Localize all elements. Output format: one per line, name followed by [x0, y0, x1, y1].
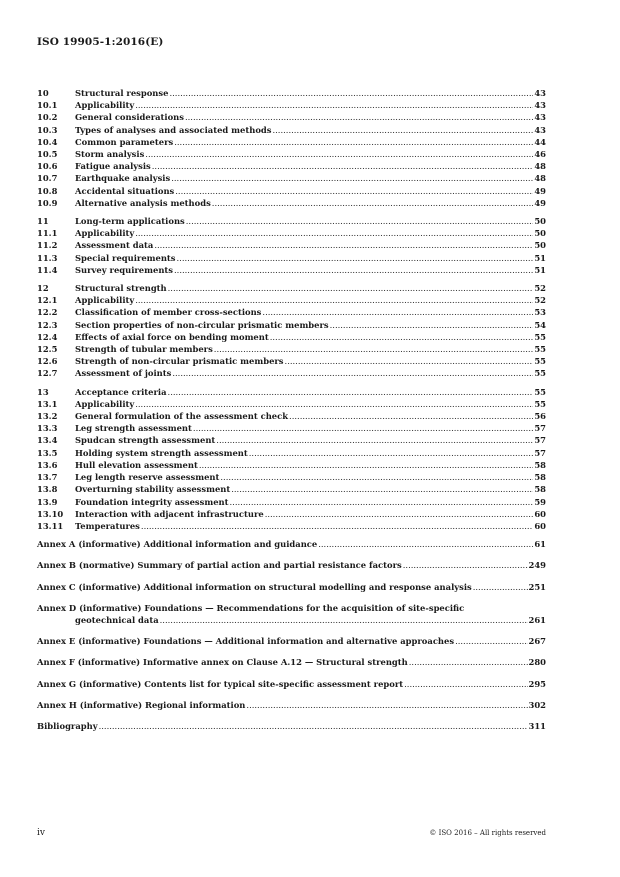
- toc-group: [37, 215, 546, 276]
- toc-entry[interactable]: [37, 422, 546, 434]
- toc-entry-title: Strength of tubular members: [75, 344, 213, 355]
- toc-entry[interactable]: [37, 172, 546, 184]
- toc-entry-title: Bibliography: [37, 720, 98, 731]
- toc-entry-number: 13.10: [37, 508, 64, 519]
- toc-entry-title: Annex D (informative) Foundations — Recommendations for the acquisition of site-specific: [37, 602, 465, 613]
- toc-entry-number: 12.6: [37, 356, 58, 367]
- toc-entry-title: Earthquake analysis: [75, 173, 171, 184]
- dot-leader: [289, 410, 533, 422]
- toc-entry-page: 50: [534, 228, 546, 239]
- toc-entry[interactable]: [37, 87, 546, 99]
- toc-entry[interactable]: [37, 520, 546, 532]
- toc-entry-page: 54: [534, 319, 546, 330]
- toc-entry[interactable]: [37, 471, 546, 483]
- dot-leader: [169, 87, 533, 99]
- dot-leader: [199, 459, 534, 471]
- toc-entry-title: Spudcan strength assessment: [75, 435, 216, 446]
- toc-entry-title: Interaction with adjacent infrastructure: [75, 508, 264, 519]
- toc-entry-title: Annex A (informative) Additional information and guidance: [37, 539, 318, 550]
- toc-entry-number: 11.3: [37, 252, 58, 263]
- dot-leader: [249, 447, 534, 459]
- dot-leader: [265, 508, 534, 520]
- dot-leader: [145, 148, 533, 160]
- toc-entry-title: Common parameters: [75, 136, 174, 147]
- toc-entry[interactable]: [37, 331, 546, 343]
- toc-entry-title: Structural response: [75, 88, 169, 98]
- toc-entry-page: 55: [534, 344, 546, 355]
- toc-entry-title: Annex H (informative) Regional information: [37, 699, 246, 710]
- dot-leader: [141, 520, 533, 532]
- toc-entry-title: Hull elevation assessment: [75, 459, 198, 470]
- dot-leader: [230, 496, 534, 508]
- toc-entry-number: 13.5: [37, 447, 58, 458]
- toc-entry-number: 13: [37, 386, 49, 397]
- toc-entry-number: 11.2: [37, 240, 58, 251]
- dot-leader: [285, 355, 534, 367]
- dot-leader: [185, 111, 533, 123]
- toc-entry-title: Types of analyses and associated methods: [75, 124, 272, 135]
- toc-entry-page: 55: [534, 331, 546, 342]
- toc-annex-entry[interactable]: [37, 635, 546, 647]
- dot-leader: [186, 215, 534, 227]
- toc-entry-number: 11.4: [37, 264, 58, 275]
- dot-leader: [246, 699, 527, 711]
- toc-entry-page: 302: [528, 699, 546, 710]
- toc-entry-number: 13.8: [37, 484, 58, 495]
- toc-entry[interactable]: [37, 148, 546, 160]
- toc-entry[interactable]: [37, 459, 546, 471]
- dot-leader: [270, 331, 534, 343]
- toc-entry[interactable]: [37, 136, 546, 148]
- page-number: iv: [37, 828, 45, 838]
- toc-entry-title: Section properties of non-circular prismatic members: [75, 319, 329, 330]
- toc-entry-title: Classification of member cross-sections: [75, 307, 262, 318]
- dot-leader: [220, 471, 533, 483]
- toc-entry-title: Overturning stability assessment: [75, 484, 231, 495]
- toc-entry-number: 13.11: [37, 520, 64, 531]
- toc-entry-number: 12.3: [37, 319, 58, 330]
- toc-entry-page: 267: [528, 636, 546, 647]
- toc-entry-page: 58: [534, 484, 546, 495]
- toc-entry-page: 59: [534, 496, 546, 507]
- dot-leader: [171, 172, 533, 184]
- dot-leader: [135, 294, 533, 306]
- toc-entry-number: 13.1: [37, 398, 58, 409]
- toc-group: [37, 87, 546, 209]
- toc-entry-title: Survey requirements: [75, 264, 173, 275]
- toc-entry-title: Leg length reserve assessment: [75, 472, 220, 483]
- toc-entry-number: 13.9: [37, 496, 58, 507]
- toc-entry-title: General considerations: [75, 112, 184, 123]
- toc-entry-title: Applicability: [75, 398, 135, 409]
- toc-entry-page: 56: [534, 411, 546, 422]
- toc-entry-number: 11: [37, 216, 49, 227]
- toc-entry-title: Applicability: [75, 100, 135, 111]
- toc-entry-number: 13.3: [37, 423, 58, 434]
- toc-entry-number: 10.9: [37, 197, 58, 208]
- toc-entry-number: 12.5: [37, 344, 58, 355]
- dot-leader: [214, 343, 534, 355]
- toc-entry-page: 49: [534, 197, 546, 208]
- toc-entry-title: General formulation of the assessment check: [75, 411, 289, 422]
- toc-entry-title: Fatigue analysis: [75, 161, 151, 172]
- toc-entry-number: 13.6: [37, 459, 58, 470]
- toc-entry[interactable]: [37, 343, 546, 355]
- toc-entry-title: Leg strength assessment: [75, 423, 192, 434]
- toc-entry-title-continued: geotechnical data: [75, 614, 159, 625]
- toc-entry-title: Annex F (informative) Informative annex on Clause A.12 — Structural strength: [37, 657, 408, 668]
- dot-leader: [473, 581, 528, 593]
- toc-entry-title: Acceptance criteria: [75, 386, 167, 397]
- toc-entry-page: 43: [534, 124, 546, 135]
- toc-entry-title: Annex G (informative) Contents list for typical site-specific assessment report: [37, 678, 404, 689]
- toc-group: [37, 282, 546, 380]
- toc-entry[interactable]: [37, 197, 546, 209]
- toc-entry-number: 10.7: [37, 173, 58, 184]
- toc-entry-number: 10: [37, 88, 49, 98]
- dot-leader: [318, 538, 533, 550]
- toc-entry[interactable]: [37, 483, 546, 495]
- toc-entry-page: 52: [534, 295, 546, 306]
- toc-entry-page: 60: [534, 520, 546, 531]
- toc-entry[interactable]: [37, 185, 546, 197]
- toc-entry-page: 49: [534, 185, 546, 196]
- toc-entry-title: Holding system strength assessment: [75, 447, 248, 458]
- toc-entry-title: Assessment data: [75, 240, 154, 251]
- toc-entry-title: Special requirements: [75, 252, 176, 263]
- toc-annex-entry[interactable]: [37, 581, 546, 593]
- toc-entry[interactable]: [37, 319, 546, 331]
- toc-entry-page: 48: [534, 173, 546, 184]
- dot-leader: [272, 124, 533, 136]
- toc-entry-title: Foundation integrity assessment: [75, 496, 229, 507]
- toc-entry[interactable]: [37, 252, 546, 264]
- toc-entry-page: 48: [534, 161, 546, 172]
- toc-entry-page: 50: [534, 216, 546, 227]
- dot-leader: [135, 398, 533, 410]
- dot-leader: [154, 239, 533, 251]
- toc-entry-page: 249: [528, 560, 546, 571]
- toc-entry-number: 10.4: [37, 136, 58, 147]
- toc-entry[interactable]: [37, 282, 546, 294]
- dot-leader: [175, 185, 533, 197]
- document-id-header: ISO 19905-1:2016(E): [37, 36, 164, 48]
- toc-entry-number: 12: [37, 283, 49, 294]
- toc-bibliography-entry[interactable]: [37, 720, 546, 732]
- toc-entry-number: 12.2: [37, 307, 58, 318]
- table-of-contents: [37, 87, 546, 732]
- toc-entry-page: 61: [534, 539, 546, 550]
- toc-entry-page: 261: [528, 614, 546, 625]
- toc-entry-page: 57: [534, 447, 546, 458]
- toc-entry-page: 311: [528, 720, 546, 731]
- dot-leader: [455, 635, 527, 647]
- dot-leader: [177, 252, 534, 264]
- dot-leader: [404, 678, 527, 690]
- toc-entry-number: 13.2: [37, 411, 58, 422]
- toc-entry-number: 12.1: [37, 295, 58, 306]
- toc-entry-title: Annex B (normative) Summary of partial action and partial resistance factors: [37, 560, 402, 571]
- toc-entry-page: 43: [534, 100, 546, 111]
- toc-entry-page: 55: [534, 356, 546, 367]
- toc-entry[interactable]: [37, 410, 546, 422]
- toc-entry-page: 280: [528, 657, 546, 668]
- toc-entry-number: 10.3: [37, 124, 58, 135]
- toc-entry-page: 251: [528, 581, 546, 592]
- toc-entry-title: Accidental situations: [75, 185, 175, 196]
- toc-entry[interactable]: [37, 160, 546, 172]
- toc-entry[interactable]: [37, 227, 546, 239]
- toc-entry-title: Effects of axial force on bending moment: [75, 331, 269, 342]
- dot-leader: [262, 306, 533, 318]
- dot-leader: [172, 367, 533, 379]
- toc-entry-number: 10.8: [37, 185, 58, 196]
- toc-entry-number: 10.1: [37, 100, 58, 111]
- dot-leader: [409, 656, 528, 668]
- toc-entry-page: 51: [534, 264, 546, 275]
- toc-entry-page: 57: [534, 435, 546, 446]
- toc-entry[interactable]: [37, 386, 546, 398]
- toc-entry-title: Annex C (informative) Additional information on structural modelling and response analysis: [37, 581, 472, 592]
- toc-entry[interactable]: [37, 355, 546, 367]
- toc-entry-number: 13.4: [37, 435, 58, 446]
- toc-annex-entry[interactable]: [37, 699, 546, 711]
- dot-leader: [403, 559, 528, 571]
- dot-leader: [174, 264, 533, 276]
- toc-entry-page: 51: [534, 252, 546, 263]
- toc-entry-number: 10.2: [37, 112, 58, 123]
- toc-entry-page: 58: [534, 459, 546, 470]
- toc-annex-entry[interactable]: [37, 559, 546, 571]
- toc-entry-title: Strength of non-circular prismatic members: [75, 356, 284, 367]
- dot-leader: [135, 99, 533, 111]
- toc-entry-title: Storm analysis: [75, 149, 145, 160]
- toc-entry-title: Structural strength: [75, 283, 167, 294]
- toc-entry-page: 43: [534, 88, 546, 98]
- dot-leader: [174, 136, 533, 148]
- toc-entry-number: 13.7: [37, 472, 58, 483]
- toc-entry-page: 58: [534, 472, 546, 483]
- toc-entry-number: 10.6: [37, 161, 58, 172]
- toc-entry-page: 46: [534, 149, 546, 160]
- toc-entry-title: Annex E (informative) Foundations — Additional information and alternative approaches: [37, 636, 455, 647]
- dot-leader: [193, 422, 533, 434]
- toc-entry[interactable]: [37, 294, 546, 306]
- toc-entry[interactable]: [37, 508, 546, 520]
- toc-entry-title: Applicability: [75, 228, 135, 239]
- dot-leader: [168, 386, 534, 398]
- toc-annex-entry[interactable]: [37, 678, 546, 690]
- toc-entry-page: 55: [534, 398, 546, 409]
- toc-entry[interactable]: [37, 99, 546, 111]
- toc-entry[interactable]: [37, 367, 546, 379]
- dot-leader: [168, 282, 534, 294]
- toc-entry-page: 60: [534, 508, 546, 519]
- toc-entry[interactable]: [37, 264, 546, 276]
- toc-entry-number: 10.5: [37, 149, 58, 160]
- dot-leader: [160, 614, 528, 626]
- toc-entry-title: Temperatures: [75, 520, 140, 531]
- toc-group: [37, 386, 546, 532]
- toc-clauses: [37, 87, 546, 532]
- toc-entry[interactable]: [37, 111, 546, 123]
- toc-entry[interactable]: [37, 398, 546, 410]
- toc-entry-title: Assessment of joints: [75, 368, 172, 379]
- toc-entry-page: 53: [534, 307, 546, 318]
- toc-annex-entry[interactable]: [37, 538, 546, 550]
- toc-entry-page: 43: [534, 112, 546, 123]
- toc-entry[interactable]: [37, 447, 546, 459]
- toc-entry-page: 55: [534, 386, 546, 397]
- toc-entry-title: Alternative analysis methods: [75, 197, 211, 208]
- toc-entry[interactable]: [37, 496, 546, 508]
- toc-entry[interactable]: [37, 215, 546, 227]
- toc-annex-entry[interactable]: [37, 656, 546, 668]
- toc-entry-page: 52: [534, 283, 546, 294]
- copyright-notice: © ISO 2016 – All rights reserved: [429, 829, 546, 837]
- toc-entry-number: 12.7: [37, 368, 58, 379]
- dot-leader: [330, 319, 534, 331]
- dot-leader: [99, 720, 528, 732]
- toc-entry[interactable]: [37, 306, 546, 318]
- toc-entry-title: Long-term applications: [75, 216, 185, 227]
- toc-entry[interactable]: [37, 124, 546, 136]
- toc-entry-page: 50: [534, 240, 546, 251]
- toc-entry-page: 57: [534, 423, 546, 434]
- toc-annexes: [37, 538, 546, 711]
- toc-entry[interactable]: [37, 434, 546, 446]
- dot-leader: [231, 483, 533, 495]
- dot-leader: [212, 197, 534, 209]
- toc-entry-title: Applicability: [75, 295, 135, 306]
- toc-entry-number: 11.1: [37, 228, 58, 239]
- toc-entry-number: 12.4: [37, 331, 58, 342]
- toc-annex-entry[interactable]: [37, 602, 546, 626]
- dot-leader: [152, 160, 534, 172]
- dot-leader: [216, 434, 533, 446]
- toc-entry[interactable]: [37, 239, 546, 251]
- toc-entry-page: 55: [534, 368, 546, 379]
- dot-leader: [135, 227, 533, 239]
- toc-entry-page: 44: [534, 136, 546, 147]
- toc-entry-page: 295: [528, 678, 546, 689]
